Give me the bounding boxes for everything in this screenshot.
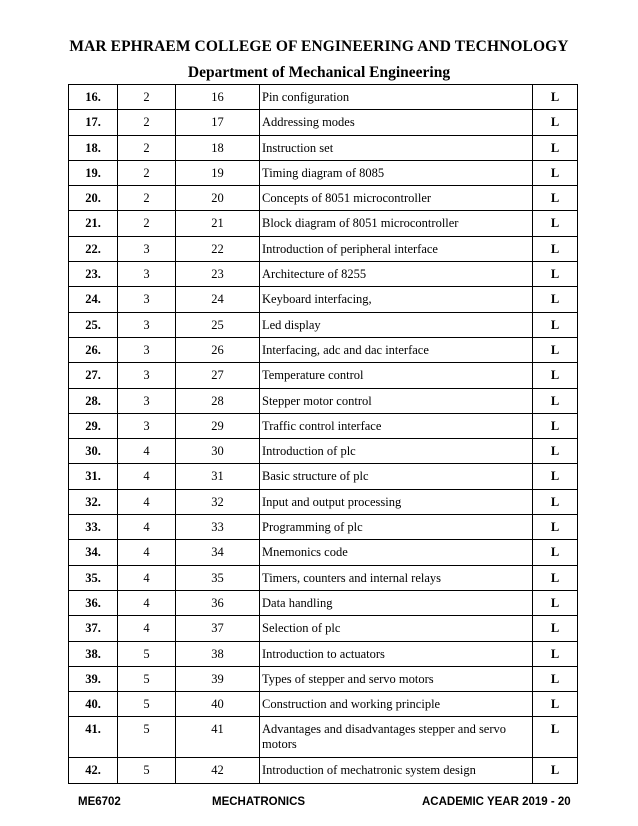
topic-cell: Introduction to actuators [260,641,533,666]
mode-cell: L [533,692,578,717]
unit-cell: 5 [118,692,176,717]
table-row [69,540,578,565]
row-number: 16. [69,85,118,110]
page-footer [0,796,638,812]
topic-cell: Introduction of peripheral interface [260,236,533,261]
unit-cell: 2 [118,85,176,110]
table-row [69,160,578,185]
unit-cell: 5 [118,641,176,666]
mode-cell: L [533,262,578,287]
table-row [69,388,578,413]
mode-cell: L [533,211,578,236]
topic-cell: Keyboard interfacing, [260,287,533,312]
row-number: 29. [69,413,118,438]
table-row [69,717,578,758]
topic-cell: Timing diagram of 8085 [260,160,533,185]
row-number: 23. [69,262,118,287]
topic-cell: Led display [260,312,533,337]
hour-cell: 25 [176,312,260,337]
unit-cell: 2 [118,160,176,185]
table-row [69,135,578,160]
table-row [69,590,578,615]
row-number: 36. [69,590,118,615]
table-row [69,758,578,783]
mode-cell: L [533,85,578,110]
unit-cell: 3 [118,287,176,312]
unit-cell: 3 [118,337,176,362]
hour-cell: 27 [176,363,260,388]
table-row [69,565,578,590]
table-row [69,363,578,388]
topic-cell: Construction and working principle [260,692,533,717]
mode-cell: L [533,236,578,261]
hour-cell: 36 [176,590,260,615]
topic-cell: Stepper motor control [260,388,533,413]
mode-cell: L [533,439,578,464]
topic-cell: Types of stepper and servo motors [260,666,533,691]
topic-cell: Advantages and disadvantages stepper and servo motors [260,717,533,758]
hour-cell: 19 [176,160,260,185]
table-row [69,236,578,261]
hour-cell: 31 [176,464,260,489]
hour-cell: 33 [176,515,260,540]
row-number: 27. [69,363,118,388]
mode-cell: L [533,616,578,641]
hour-cell: 39 [176,666,260,691]
row-number: 19. [69,160,118,185]
topic-cell: Addressing modes [260,110,533,135]
hour-cell: 20 [176,186,260,211]
unit-cell: 5 [118,666,176,691]
row-number: 42. [69,758,118,783]
table-row [69,85,578,110]
row-number: 40. [69,692,118,717]
table-row [69,439,578,464]
mode-cell: L [533,489,578,514]
row-number: 32. [69,489,118,514]
row-number: 35. [69,565,118,590]
mode-cell: L [533,337,578,362]
hour-cell: 22 [176,236,260,261]
row-number: 37. [69,616,118,641]
mode-cell: L [533,464,578,489]
hour-cell: 21 [176,211,260,236]
row-number: 20. [69,186,118,211]
topic-cell: Introduction of mechatronic system design [260,758,533,783]
table-row [69,641,578,666]
hour-cell: 42 [176,758,260,783]
topic-cell: Basic structure of plc [260,464,533,489]
hour-cell: 29 [176,413,260,438]
hour-cell: 16 [176,85,260,110]
unit-cell: 3 [118,262,176,287]
table-row [69,413,578,438]
hour-cell: 18 [176,135,260,160]
row-number: 21. [69,211,118,236]
mode-cell: L [533,160,578,185]
unit-cell: 5 [118,758,176,783]
college-name: MAR EPHRAEM COLLEGE OF ENGINEERING AND TECHNOLOGY [69,38,569,55]
hour-cell: 35 [176,565,260,590]
mode-cell: L [533,110,578,135]
row-number: 22. [69,236,118,261]
hour-cell: 32 [176,489,260,514]
hour-cell: 38 [176,641,260,666]
unit-cell: 4 [118,439,176,464]
hour-cell: 40 [176,692,260,717]
lesson-plan-table [68,84,578,784]
hour-cell: 17 [176,110,260,135]
unit-cell: 3 [118,363,176,388]
row-number: 34. [69,540,118,565]
row-number: 24. [69,287,118,312]
mode-cell: L [533,515,578,540]
unit-cell: 3 [118,413,176,438]
mode-cell: L [533,287,578,312]
unit-cell: 4 [118,515,176,540]
unit-cell: 2 [118,135,176,160]
unit-cell: 3 [118,312,176,337]
topic-cell: Input and output processing [260,489,533,514]
mode-cell: L [533,388,578,413]
table-row [69,186,578,211]
unit-cell: 2 [118,186,176,211]
hour-cell: 24 [176,287,260,312]
row-number: 17. [69,110,118,135]
topic-cell: Architecture of 8255 [260,262,533,287]
footer-academic-year: ACADEMIC YEAR 2019 - 20 [422,796,571,808]
mode-cell: L [533,413,578,438]
unit-cell: 4 [118,464,176,489]
department-name: Department of Mechanical Engineering [187,64,451,81]
mode-cell: L [533,540,578,565]
footer-course-code: ME6702 [78,796,121,808]
table-row [69,110,578,135]
row-number: 25. [69,312,118,337]
hour-cell: 34 [176,540,260,565]
topic-cell: Pin configuration [260,85,533,110]
mode-cell: L [533,186,578,211]
row-number: 28. [69,388,118,413]
table-row [69,262,578,287]
table-row [69,489,578,514]
unit-cell: 5 [118,717,176,758]
mode-cell: L [533,565,578,590]
lesson-plan-body [69,85,578,784]
topic-cell: Interfacing, adc and dac interface [260,337,533,362]
table-row [69,211,578,236]
table-row [69,692,578,717]
table-row [69,312,578,337]
topic-cell: Selection of plc [260,616,533,641]
topic-cell: Data handling [260,590,533,615]
unit-cell: 4 [118,590,176,615]
mode-cell: L [533,641,578,666]
hour-cell: 41 [176,717,260,758]
table-row [69,337,578,362]
topic-cell: Concepts of 8051 microcontroller [260,186,533,211]
topic-cell: Programming of plc [260,515,533,540]
topic-cell: Mnemonics code [260,540,533,565]
row-number: 18. [69,135,118,160]
mode-cell: L [533,666,578,691]
hour-cell: 30 [176,439,260,464]
table-row [69,515,578,540]
mode-cell: L [533,312,578,337]
topic-cell: Block diagram of 8051 microcontroller [260,211,533,236]
mode-cell: L [533,717,578,758]
row-number: 26. [69,337,118,362]
hour-cell: 23 [176,262,260,287]
unit-cell: 3 [118,388,176,413]
topic-cell: Instruction set [260,135,533,160]
hour-cell: 28 [176,388,260,413]
table-row [69,616,578,641]
row-number: 39. [69,666,118,691]
row-number: 41. [69,717,118,758]
topic-cell: Timers, counters and internal relays [260,565,533,590]
unit-cell: 2 [118,211,176,236]
footer-subject: MECHATRONICS [212,796,306,808]
unit-cell: 3 [118,236,176,261]
mode-cell: L [533,758,578,783]
table-row [69,287,578,312]
unit-cell: 4 [118,489,176,514]
topic-cell: Introduction of plc [260,439,533,464]
mode-cell: L [533,135,578,160]
unit-cell: 2 [118,110,176,135]
topic-cell: Temperature control [260,363,533,388]
mode-cell: L [533,363,578,388]
row-number: 33. [69,515,118,540]
hour-cell: 37 [176,616,260,641]
hour-cell: 26 [176,337,260,362]
unit-cell: 4 [118,540,176,565]
row-number: 30. [69,439,118,464]
table-row [69,464,578,489]
row-number: 38. [69,641,118,666]
unit-cell: 4 [118,616,176,641]
row-number: 31. [69,464,118,489]
table-row [69,666,578,691]
unit-cell: 4 [118,565,176,590]
mode-cell: L [533,590,578,615]
topic-cell: Traffic control interface [260,413,533,438]
